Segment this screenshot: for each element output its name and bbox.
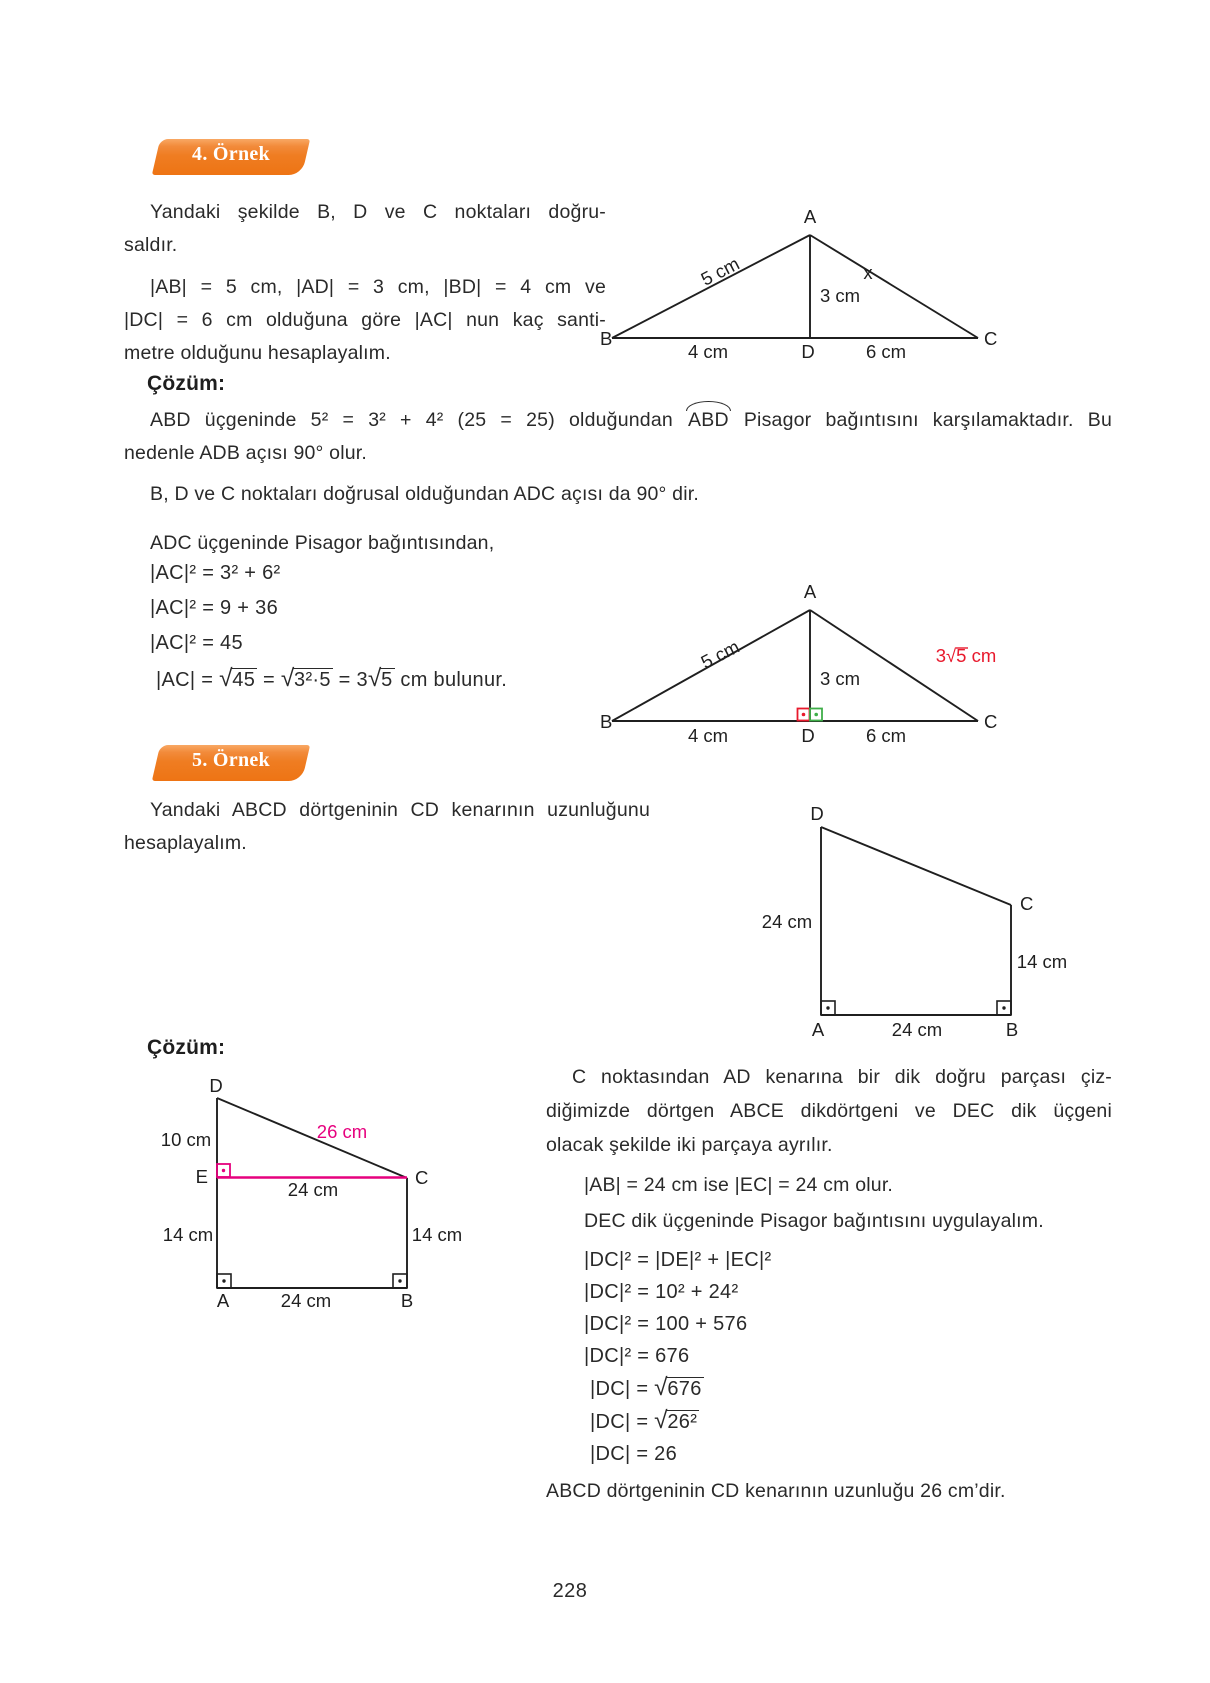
side-ac-length-result: 3√5 cm [935,645,997,666]
pythagoras-intro: ADC üçgeninde Pisagor bağıntısından, [150,532,495,554]
conclusion-line: ABCD dörtgeninin CD kenarının uzunluğu 26 cm’dir. [546,1480,1006,1502]
triangle-edges [612,610,978,721]
vertex-d-label: D [810,803,824,824]
vertex-e-label: E [195,1166,208,1187]
formula-line: |DC|² = 10² + 24² [584,1281,739,1303]
statement-line: metre olduğunu hesaplayalım. [124,342,391,364]
segment-dc-length: 26 cm [316,1121,368,1142]
formula-line: |DC|² = |DE|² + |EC|² [584,1249,772,1271]
example5-formulas [584,1244,1112,1470]
vertex-c-label: C [415,1167,429,1188]
segment-ec-length: 24 cm [287,1179,339,1200]
side-ad-length: 24 cm [761,911,813,932]
example4-solution-paragraph [124,404,1112,470]
right-angle-mark-b [393,1274,407,1288]
triangle-problem-figure [600,205,1010,365]
formula-line: |DC|² = 676 [584,1345,690,1367]
solution-heading: Çözüm: [147,372,226,395]
vertex-c-label: C [984,711,998,732]
solution-heading: Çözüm: [147,1036,226,1059]
triangle-solution-figure [600,578,1010,758]
vertex-a-label: A [803,206,817,227]
vertex-d-label: D [209,1075,223,1096]
example4-statement [124,196,606,370]
segment-bd-length: 4 cm [687,725,729,746]
right-angle-mark-b [997,1001,1011,1015]
quadrilateral-edges [821,827,1011,1015]
solution-line: diğimizde dörtgen ABCE dikdörtgeni ve DEC dik üçgeni [546,1100,1112,1122]
quadrilateral-problem-figure [690,750,1070,1050]
side-ab-length: 5 cm [697,635,743,673]
formula-line: |DC|² = 100 + 576 [584,1313,748,1335]
formula-line: |AC|² = 9 + 36 [150,597,278,619]
formula-sqrt-line: |DC| = √26² [590,1407,698,1434]
formula-line: |DC| = 26 [590,1443,678,1465]
vertex-d-label: D [801,725,815,746]
statement-line: Yandaki ABCD dörtgeninin CD kenarının uzunluğunu [150,799,650,821]
segment-dc-length: 6 cm [865,341,907,362]
right-angle-mark-red [798,709,810,721]
example4-badge [156,139,306,175]
solution-line: C noktasından AD kenarına bir dik doğru parçası çiz- [572,1066,1112,1088]
abd-arc-notation: ABD [688,409,729,431]
vertex-a-label: A [811,1019,825,1040]
statement-line: Yandaki şekilde B, D ve C noktaları doğru- [150,201,606,223]
vertex-b-label: B [400,1290,414,1311]
right-angle-mark-a [821,1001,835,1015]
vertex-c-label: C [1020,893,1034,914]
formula-line: |AC|² = 45 [150,632,243,654]
statement-line: saldır. [124,234,178,256]
vertex-c-label: C [984,328,998,349]
triangle-edges [612,235,978,338]
example5-badge-label: 5. Örnek [192,749,270,771]
statement-line: |AB| = 5 cm, |AD| = 3 cm, |BD| = 4 cm ve [150,276,606,298]
example4-solution-paragraph2: B, D ve C noktaları doğrusal olduğundan ADC açısı da 90° dir. [150,483,699,505]
vertex-d-label: D [801,341,815,362]
side-ab-length: 5 cm [697,252,743,290]
page-number: 228 [552,1580,588,1602]
example5-solution-column [546,1060,1112,1508]
side-ac-length: x [863,262,873,283]
vertex-b-label: B [600,711,613,732]
segment-de-length: 10 cm [160,1129,212,1150]
vertex-b-label: B [1005,1019,1019,1040]
side-ad-length: 3 cm [820,285,861,306]
formula-result-line: |AC| = √45 = √3²·5 = 3√5 cm bulunur. [156,665,508,692]
vertex-b-label: B [600,328,613,349]
segment-ea-length: 14 cm [162,1224,214,1245]
solution-text: Pisagor bağıntısını karşılamaktadır. Bu [729,409,1112,431]
example4-formulas [150,556,507,698]
right-angle-mark-a [217,1274,231,1288]
formula-line: |AC|² = 3² + 6² [150,562,281,584]
segment-dc-length: 6 cm [865,725,907,746]
side-ad-length: 3 cm [820,668,861,689]
side-bc-length: 14 cm [1016,951,1068,972]
right-angle-mark-e [217,1164,230,1177]
formula-sqrt-line: |DC| = √676 [590,1374,702,1401]
segment-bd-length: 4 cm [687,341,729,362]
dec-pythagoras-line: DEC dik üçgeninde Pisagor bağıntısını uygulayalım. [584,1210,1044,1232]
example4-badge-label: 4. Örnek [192,143,270,165]
segment-ab-length: 24 cm [280,1290,332,1311]
solution-line: olacak şekilde iki parçaya ayrılır. [546,1134,833,1156]
vertex-a-label: A [803,581,817,602]
quadrilateral-solution-figure [150,1075,480,1320]
vertex-a-label: A [216,1290,230,1311]
solution-line: nedenle ADB açısı 90° olur. [124,442,368,464]
example5-statement [124,794,650,860]
ab-ec-equality-line: |AB| = 24 cm ise |EC| = 24 cm olur. [584,1174,894,1196]
example5-badge [156,745,306,781]
right-angle-mark-green [810,709,822,721]
solution-text: ABD üçgeninde 5² = 3² + 4² (25 = 25) olduğundan [150,409,688,431]
statement-line: |DC| = 6 cm olduğuna göre |AC| nun kaç santi- [124,309,606,331]
side-ab-length: 24 cm [891,1019,943,1040]
segment-bc-length: 14 cm [411,1224,463,1245]
statement-line: hesaplayalım. [124,832,247,854]
solution-line [124,404,1112,437]
